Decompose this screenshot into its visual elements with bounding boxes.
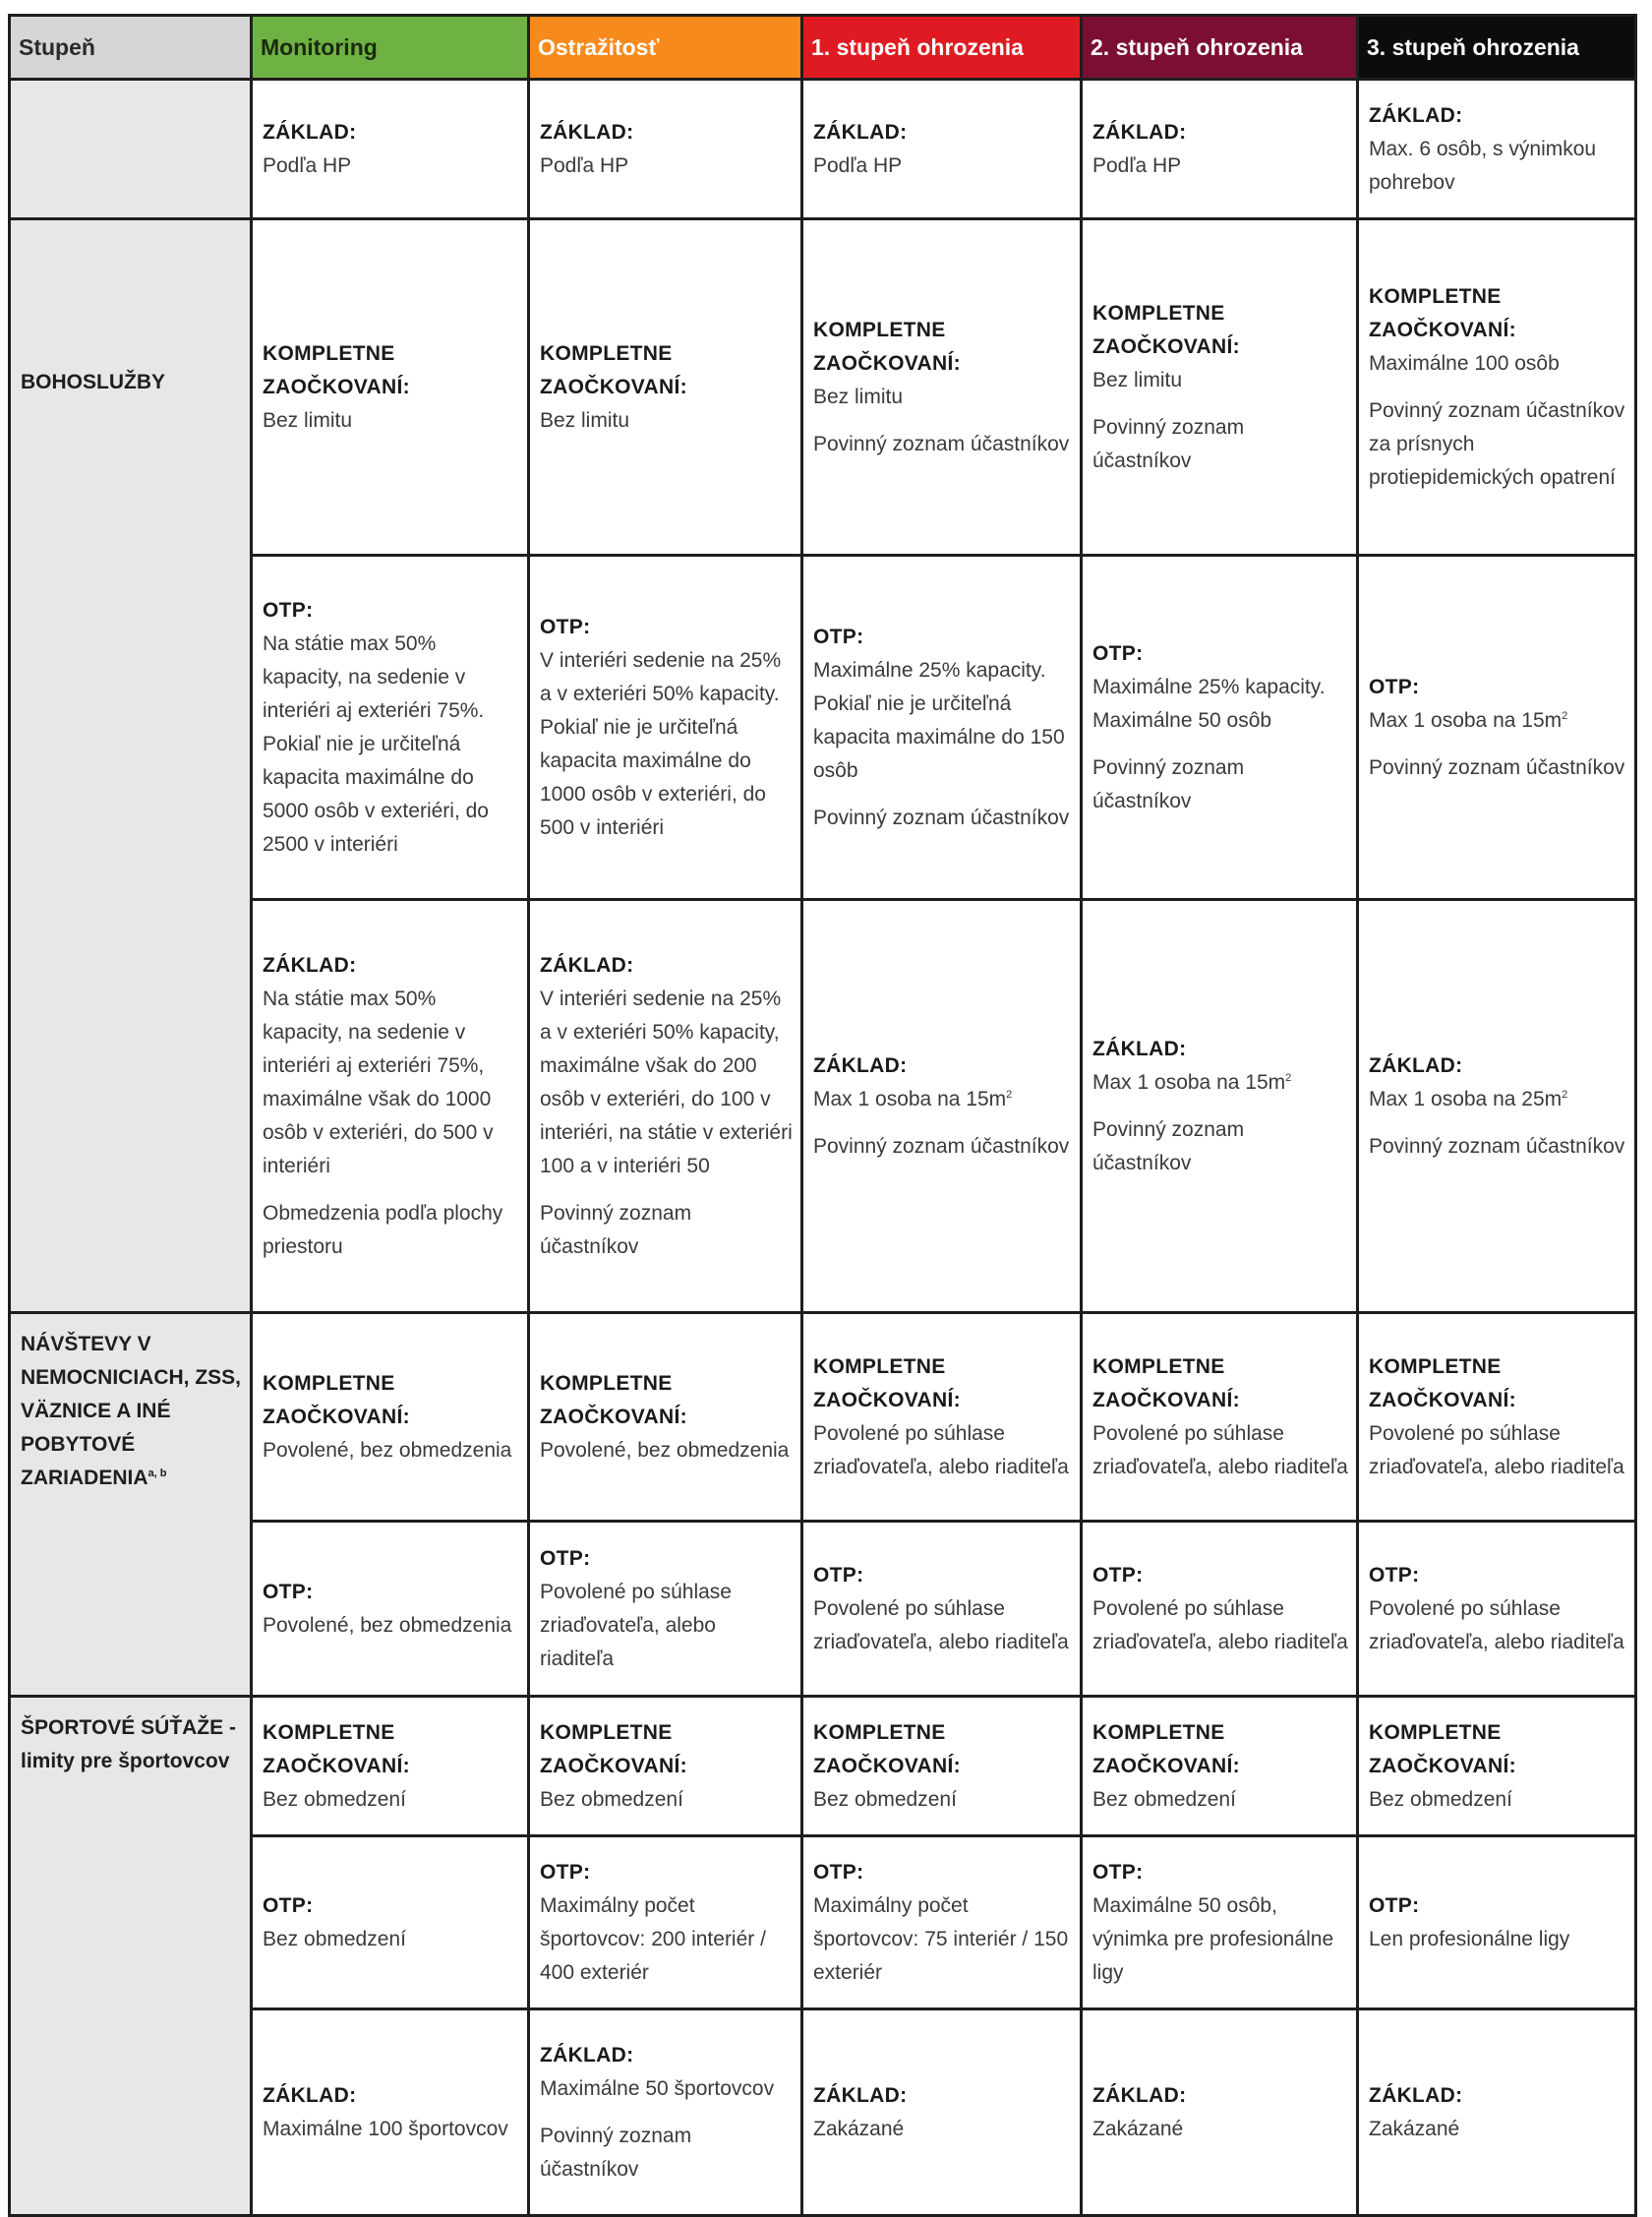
table-row — [10, 1313, 1636, 1522]
header-ostrazitost: Ostražitosť — [529, 16, 802, 80]
header-monitoring: Monitoring — [252, 16, 529, 80]
header-row — [10, 16, 1636, 80]
row-header-empty — [10, 80, 252, 219]
table-cell: ZÁKLAD: Podľa HP — [529, 80, 802, 219]
table-cell: ZÁKLAD: V interiéri sedenie na 25% a v exteriéri 50% kapacity, maximálne však do 200 osôb v exteriéri, do 100 v interiéri, na státie v exteriéri 100 a v interiéri 50 Povinný zoznam účastníkov — [529, 900, 802, 1313]
table-cell: KOMPLETNE ZAOČKOVANÍ: Bez obmedzení — [1358, 1697, 1636, 1836]
table-cell: KOMPLETNE ZAOČKOVANÍ: Bez obmedzení — [1082, 1697, 1358, 1836]
table-cell: OTP: Povolené po súhlase zriaďovateľa, alebo riaditeľa — [1358, 1522, 1636, 1697]
table-row — [10, 80, 1636, 219]
row-header-sport: ŠPORTOVÉ SÚŤAŽE - limity pre športovcov — [10, 1697, 252, 2216]
table-row — [10, 219, 1636, 556]
table-cell: KOMPLETNE ZAOČKOVANÍ: Bez limitu — [252, 219, 529, 556]
table-cell: ZÁKLAD: Max 1 osoba na $15m^2$ Povinný zoznam účastníkov — [1082, 900, 1358, 1313]
table-cell: ZÁKLAD: Max. 6 osôb, s výnimkou pohrebov — [1358, 80, 1636, 219]
table-row — [10, 2009, 1636, 2216]
table-cell: KOMPLETNE ZAOČKOVANÍ: Bez limitu Povinný zoznam účastníkov — [802, 219, 1082, 556]
table-cell: KOMPLETNE ZAOČKOVANÍ: Bez obmedzení — [802, 1697, 1082, 1836]
row-header-navstevy: NÁVŠTEVY V NEMOCNICIACH, ZSS, VÄZNICE A INÉ POBYTOVÉ ZARIADENIA$^{a, b}$ — [10, 1313, 252, 1697]
table-cell: OTP: Bez obmedzení — [252, 1836, 529, 2009]
table-cell: ZÁKLAD: Na státie max 50% kapacity, na sedenie v interiéri aj exteriéri 75%, maximálne však do 1000 osôb v exteriéri, do 500 v interiéri Obmedzenia podľa plochy priestoru — [252, 900, 529, 1313]
table-cell: ZÁKLAD: Zakázané — [1358, 2009, 1636, 2216]
table-cell: OTP: Maximálne 50 osôb, výnimka pre profesionálne ligy — [1082, 1836, 1358, 2009]
table-cell: KOMPLETNE ZAOČKOVANÍ: Povolené, bez obmedzenia — [252, 1313, 529, 1522]
table-cell: ZÁKLAD: Max 1 osoba na $25m^2$ Povinný zoznam účastníkov — [1358, 900, 1636, 1313]
table-cell: KOMPLETNE ZAOČKOVANÍ: Povolené po súhlase zriaďovateľa, alebo riaditeľa — [802, 1313, 1082, 1522]
table-cell: OTP: V interiéri sedenie na 25% a v exteriéri 50% kapacity. Pokiaľ nie je určiteľná kapacita maximálne do 1000 osôb v exteriéri, do 500 v interiéri — [529, 556, 802, 900]
table-row — [10, 556, 1636, 900]
row-header-bohosluzby: BOHOSLUŽBY — [10, 219, 252, 1313]
table-cell: OTP: Maximálny počet športovcov: 200 interiér / 400 exteriér — [529, 1836, 802, 2009]
table-cell: OTP: Povolené po súhlase zriaďovateľa, alebo riaditeľa — [1082, 1522, 1358, 1697]
table-cell: OTP: Povolené, bez obmedzenia — [252, 1522, 529, 1697]
table-cell: ZÁKLAD: Zakázané — [1082, 2009, 1358, 2216]
table-cell: ZÁKLAD: Zakázané — [802, 2009, 1082, 2216]
table-cell: KOMPLETNE ZAOČKOVANÍ: Bez obmedzení — [529, 1697, 802, 1836]
table-cell: OTP: Maximálne 25% kapacity. Maximálne 50 osôb Povinný zoznam účastníkov — [1082, 556, 1358, 900]
table-cell: KOMPLETNE ZAOČKOVANÍ: Povolené po súhlase zriaďovateľa, alebo riaditeľa — [1358, 1313, 1636, 1522]
table-cell: ZÁKLAD: Podľa HP — [802, 80, 1082, 219]
table-cell: KOMPLETNE ZAOČKOVANÍ: Bez obmedzení — [252, 1697, 529, 1836]
table-row — [10, 1697, 1636, 1836]
table-cell: OTP: Maximálny počet športovcov: 75 interiér / 150 exteriér — [802, 1836, 1082, 2009]
table-cell: OTP: Max 1 osoba na $15m^2$ Povinný zoznam účastníkov — [1358, 556, 1636, 900]
table-cell: OTP: Na státie max 50% kapacity, na sedenie v interiéri aj exteriéri 75%. Pokiaľ nie je určiteľná kapacita maximálne do 5000 osôb v exteriéri, do 2500 v interiéri — [252, 556, 529, 900]
table-cell: OTP: Povolené po súhlase zriaďovateľa, alebo riaditeľa — [529, 1522, 802, 1697]
table-cell: OTP: Povolené po súhlase zriaďovateľa, alebo riaditeľa — [802, 1522, 1082, 1697]
header-stupen-2: 2. stupeň ohrozenia — [1082, 16, 1358, 80]
table-row — [10, 900, 1636, 1313]
table-cell: ZÁKLAD: Podľa HP — [1082, 80, 1358, 219]
header-stupen-1: 1. stupeň ohrozenia — [802, 16, 1082, 80]
table-cell: ZÁKLAD: Max 1 osoba na $15m^2$ Povinný zoznam účastníkov — [802, 900, 1082, 1313]
header-stupen: Stupeň — [10, 16, 252, 80]
table-cell: OTP: Len profesionálne ligy — [1358, 1836, 1636, 2009]
table-cell: ZÁKLAD: Podľa HP — [252, 80, 529, 219]
table-cell: KOMPLETNE ZAOČKOVANÍ: Maximálne 100 osôb Povinný zoznam účastníkov za prísnych protiepidemických opatrení — [1358, 219, 1636, 556]
table-cell: KOMPLETNE ZAOČKOVANÍ: Povolené po súhlase zriaďovateľa, alebo riaditeľa — [1082, 1313, 1358, 1522]
covid-measures-table — [8, 14, 1637, 2217]
table-cell: ZÁKLAD: Maximálne 50 športovcov Povinný zoznam účastníkov — [529, 2009, 802, 2216]
table-cell: KOMPLETNE ZAOČKOVANÍ: Bez limitu Povinný zoznam účastníkov — [1082, 219, 1358, 556]
header-stupen-3: 3. stupeň ohrozenia — [1358, 16, 1636, 80]
table-cell: KOMPLETNE ZAOČKOVANÍ: Bez limitu — [529, 219, 802, 556]
table-row — [10, 1522, 1636, 1697]
table-row — [10, 1836, 1636, 2009]
table-cell: ZÁKLAD: Maximálne 100 športovcov — [252, 2009, 529, 2216]
table-cell: OTP: Maximálne 25% kapacity. Pokiaľ nie je určiteľná kapacita maximálne do 150 osôb Povinný zoznam účastníkov — [802, 556, 1082, 900]
table-cell: KOMPLETNE ZAOČKOVANÍ: Povolené, bez obmedzenia — [529, 1313, 802, 1522]
